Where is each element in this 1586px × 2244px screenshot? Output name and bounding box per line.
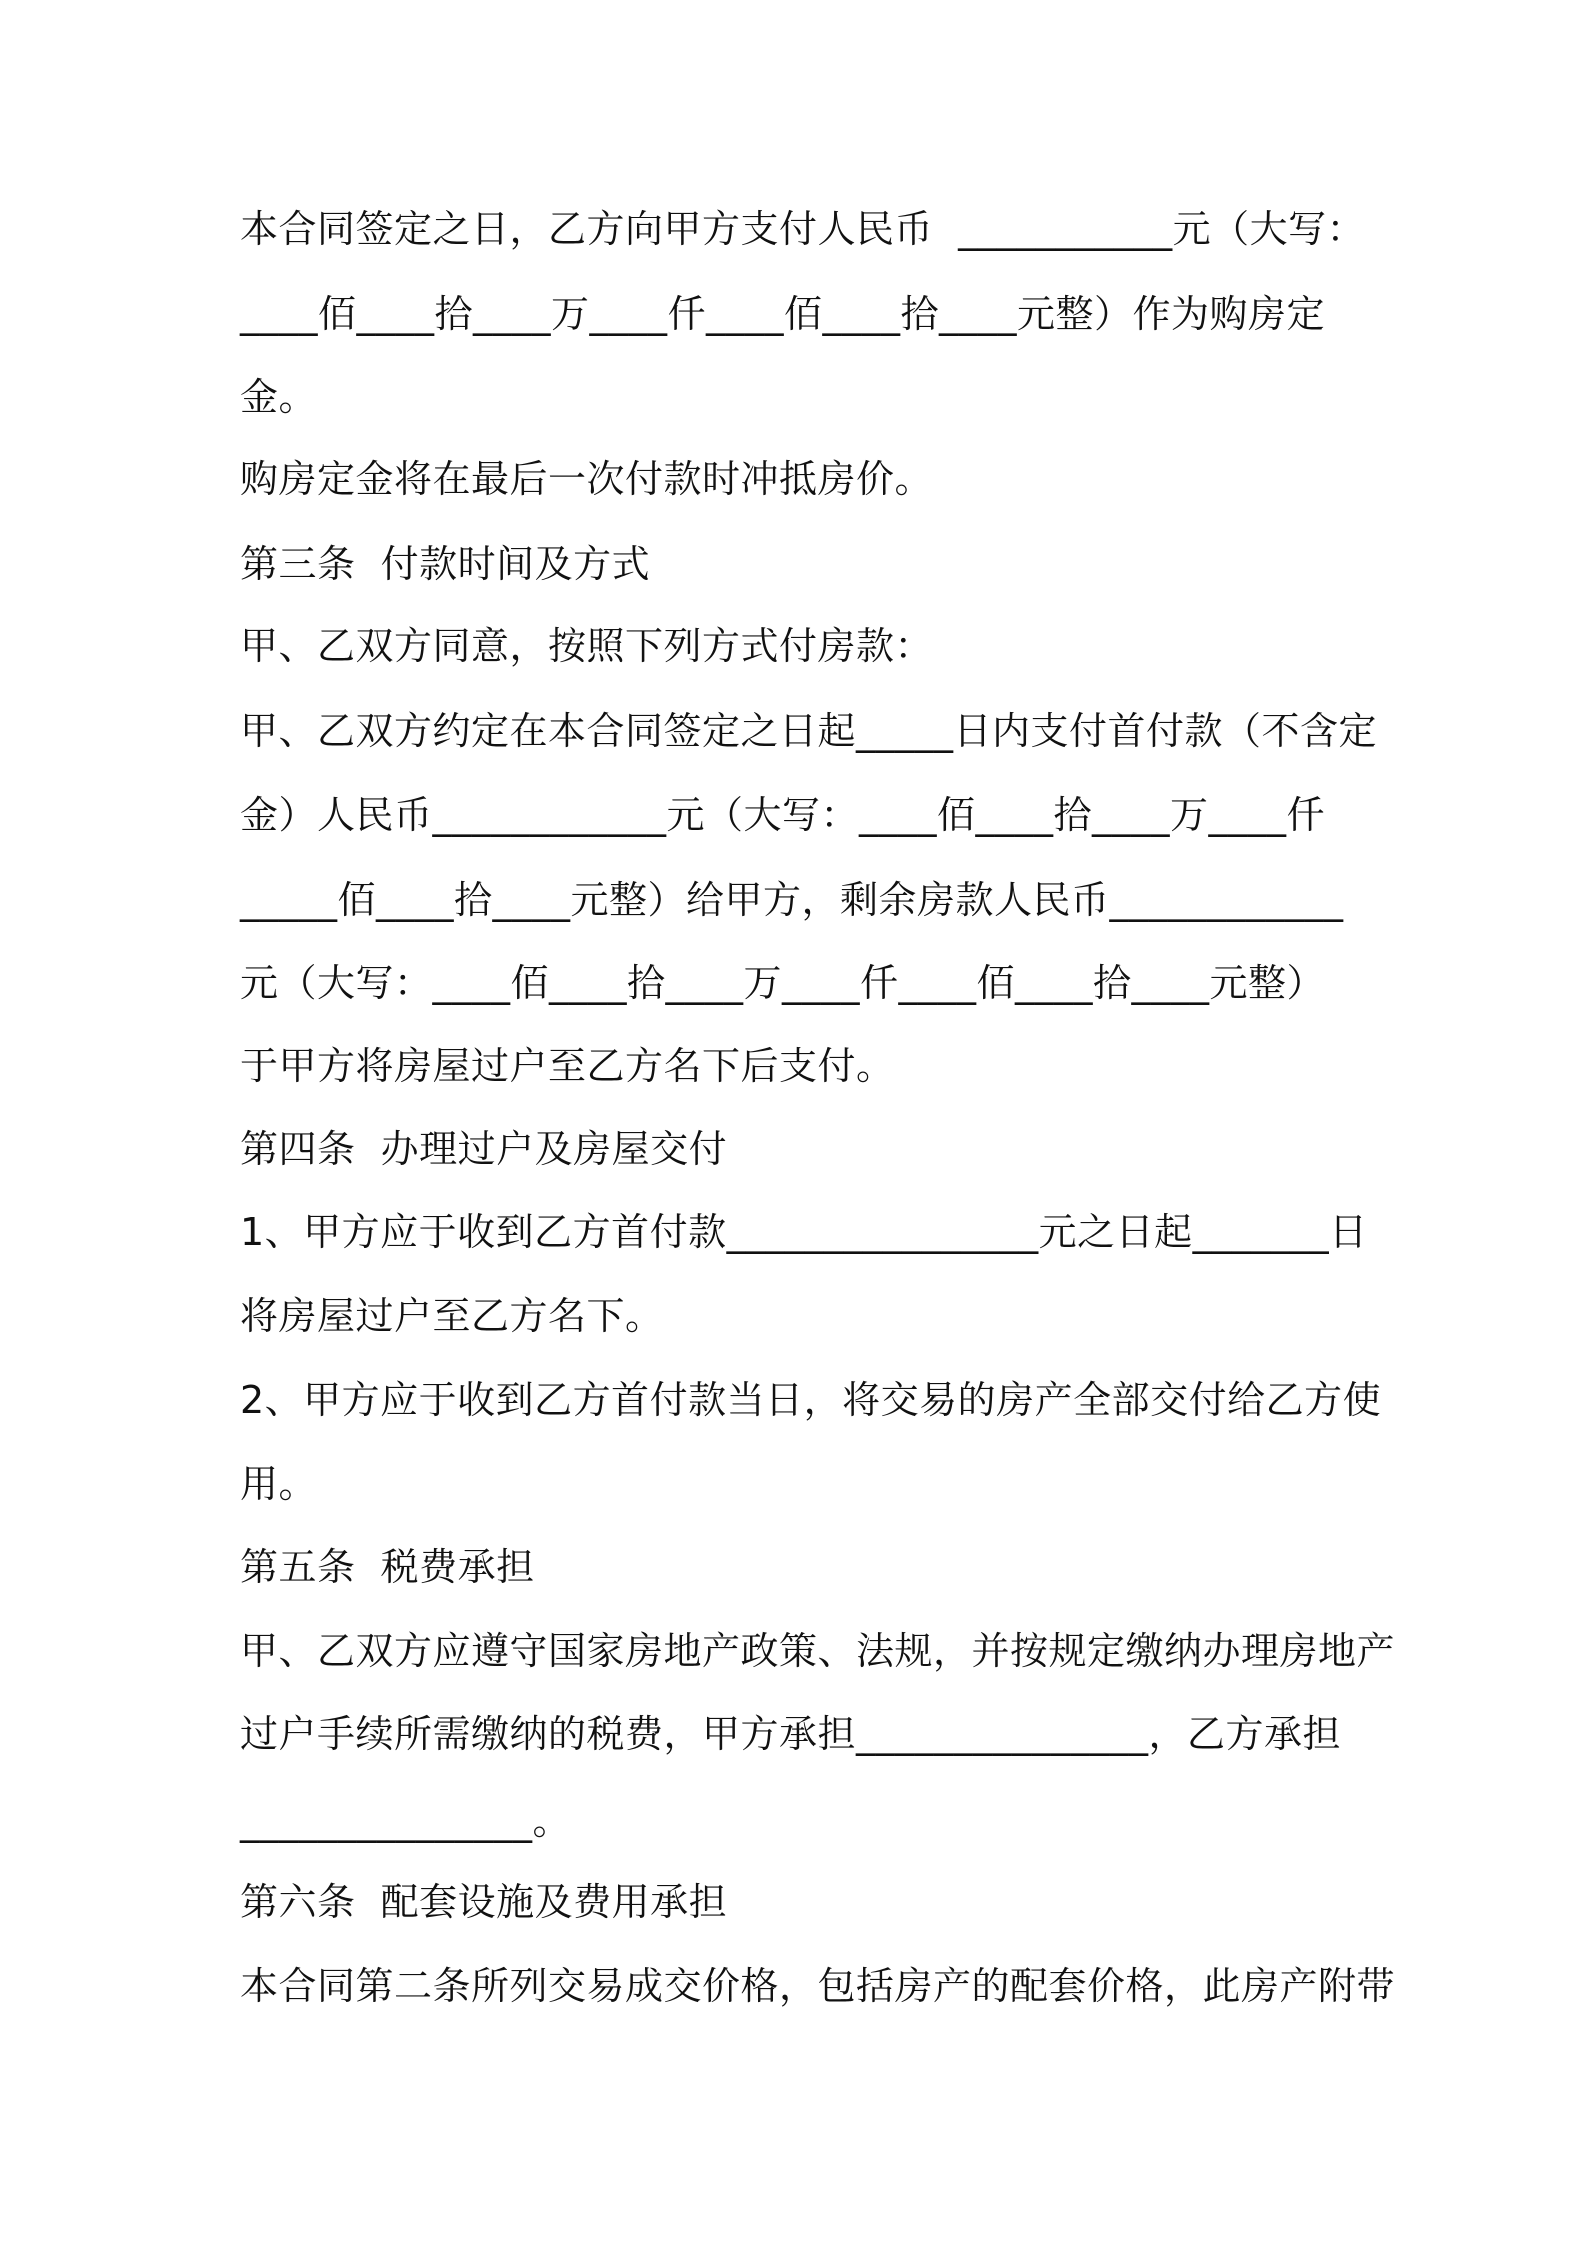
text-line: _____佰____拾____元整）给甲方，剩余房款人民币____________ [240,878,1344,922]
text-line: 过户手续所需缴纳的税费，甲方承担_______________，乙方承担 [240,1712,1342,1756]
section-heading: 第六条 配套设施及费用承担 [240,1880,728,1924]
text-line: ____佰____拾____万____仟____佰____拾____元整）作为购房定 [240,292,1326,336]
text-line: 元（大写：____佰____拾____万____仟____佰____拾____元整） [240,961,1326,1005]
text-line: 购房定金将在最后一次付款时冲抵房价。 [240,457,934,501]
text-line: 金。 [240,375,318,419]
text-line: 甲、乙双方约定在本合同签定之日起_____日内支付首付款（不含定 [240,709,1378,753]
text-line: 本合同第二条所列交易成交价格，包括房产的配套价格，此房产附带 [240,1964,1396,2008]
text-line: 1、甲方应于收到乙方首付款________________元之日起_______日 [240,1210,1368,1254]
text-line: 甲、乙双方应遵守国家房地产政策、法规，并按规定缴纳办理房地产 [240,1629,1396,1673]
section-heading: 第五条 税费承担 [240,1545,535,1589]
text-line: 甲、乙双方同意，按照下列方式付房款： [240,624,934,668]
text-line: _______________。 [240,1799,572,1843]
text-line: 本合同签定之日，乙方向甲方支付人民币 ___________元（大写： [240,207,1366,251]
text-line: 于甲方将房屋过户至乙方名下后支付。 [240,1044,895,1088]
text-line: 2、甲方应于收到乙方首付款当日，将交易的房产全部交付给乙方使 [240,1378,1382,1422]
text-line: 用。 [240,1462,318,1506]
section-heading: 第四条 办理过户及房屋交付 [240,1127,728,1171]
text-line: 将房屋过户至乙方名下。 [240,1294,664,1338]
text-line: 金）人民币____________元（大写：____佰____拾____万____仟 [240,793,1326,837]
section-heading: 第三条 付款时间及方式 [240,542,651,586]
